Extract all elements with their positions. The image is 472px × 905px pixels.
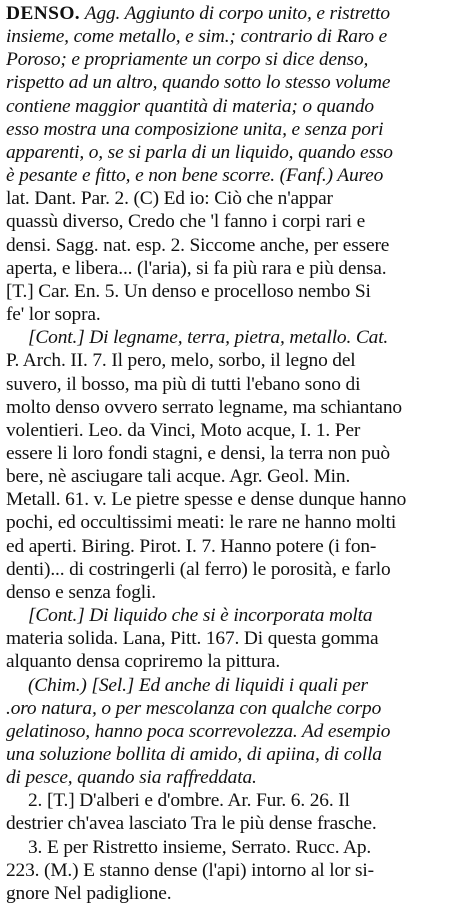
text-line: è pesante e fitto, e non bene scorre. (Fanf.) Aureo [6, 165, 384, 187]
cont-liquido-paragraph [6, 604, 466, 673]
text-line: suvero, il bosso, ma più di tutti l'ebano sono di [6, 373, 361, 395]
text-line [6, 2, 466, 25]
text-line: essere li loro fondi stagni, e densi, la terra non può [6, 442, 390, 464]
text-line: insieme, come metallo, e sim.; contrario di Raro e [6, 26, 388, 48]
chim-paragraph [6, 674, 466, 790]
text-line: volentieri. Leo. da Vinci, Moto acque, I. 1. Per [6, 419, 361, 441]
text-line: lat. Dant. Par. 2. (C) Ed io: Ciò che n'appar [6, 188, 333, 210]
text-line: 3. E per Ristretto insieme, Serrato. Rucc. Ap. [28, 836, 372, 858]
text-line: alquanto densa copriremo la pittura. [6, 651, 281, 673]
text-line: aperta, e libera... (l'aria), si fa più rara e più densa. [6, 257, 387, 279]
text-line: denso e senza fogli. [6, 581, 156, 603]
text-line: [Cont.] Di legname, terra, pietra, metallo. Cat. [28, 327, 389, 349]
text-line: ed aperti. Biring. Pirot. I. 7. Hanno potere (i fon- [6, 535, 377, 557]
text-line: denti)... di costringerli (al ferro) le porosità, e farlo [6, 558, 391, 580]
text-line: 2. [T.] D'alberi e d'ombre. Ar. Fur. 6. 26. Il [28, 790, 350, 812]
text-line: fe' lor sopra. [6, 304, 101, 326]
headword: DENSO. [6, 3, 81, 24]
text-line: pochi, ed occultissimi meati: le rare ne hanno molti [6, 512, 397, 534]
text-line: Poroso; e propriamente un corpo si dice denso, [6, 49, 369, 71]
entry-main-paragraph [6, 2, 466, 326]
text-line: [Cont.] Di liquido che si è incorporata molta [28, 605, 373, 627]
sense-3-paragraph [6, 836, 466, 905]
text-line: materia solida. Lana, Pitt. 167. Di questa gomma [6, 628, 379, 650]
text-line: destrier ch'avea lasciato Tra le più dense frasche. [6, 813, 377, 835]
text-line: contiene maggior quantità di materia; o quando [6, 95, 374, 117]
sense-2-paragraph [6, 789, 466, 835]
text-line: P. Arch. II. 7. Il pero, melo, sorbo, il legno del [6, 350, 356, 372]
text-line: gelatinoso, hanno poca scorrevolezza. Ad esempio [6, 720, 391, 742]
text-line: molto denso ovvero serrato legname, ma schiantano [6, 396, 402, 418]
text-line: apparenti, o, se si parla di un liquido, quando esso [6, 141, 393, 163]
text-line: quassù diverso, Credo che 'l fanno i corpi rari e [6, 211, 366, 233]
text-line: Metall. 61. v. Le pietre spesse e dense dunque hanno [6, 489, 407, 511]
text-line: densi. Sagg. nat. esp. 2. Siccome anche, per essere [6, 234, 390, 256]
text-line: di pesce, quando sia raffreddata. [6, 767, 257, 789]
text-line: una soluzione bollita di amido, di apiina, di colla [6, 744, 382, 765]
text-line: 223. (M.) E stanno dense (l'api) intorno al lor si- [6, 859, 374, 881]
text-line: esso mostra una composizione unita, e senza pori [6, 118, 384, 140]
text-line: bere, nè asciugare tali acque. Agr. Geol. Min. [6, 466, 351, 488]
text-line: [T.] Car. En. 5. Un denso e procelloso nembo Si [6, 280, 371, 302]
text-line: .oro natura, o per mescolanza con qualche corpo [6, 697, 382, 719]
text-line: (Chim.) [Sel.] Ed anche di liquidi i quali per [28, 674, 368, 696]
text-line: rispetto ad un altro, quando sotto lo stesso volume [6, 72, 391, 94]
cont-legname-paragraph [6, 326, 466, 604]
text-line: gnore Nel padiglione. [6, 882, 172, 904]
text-line-content: Agg. Aggiunto di corpo unito, e ristretto [84, 3, 390, 24]
